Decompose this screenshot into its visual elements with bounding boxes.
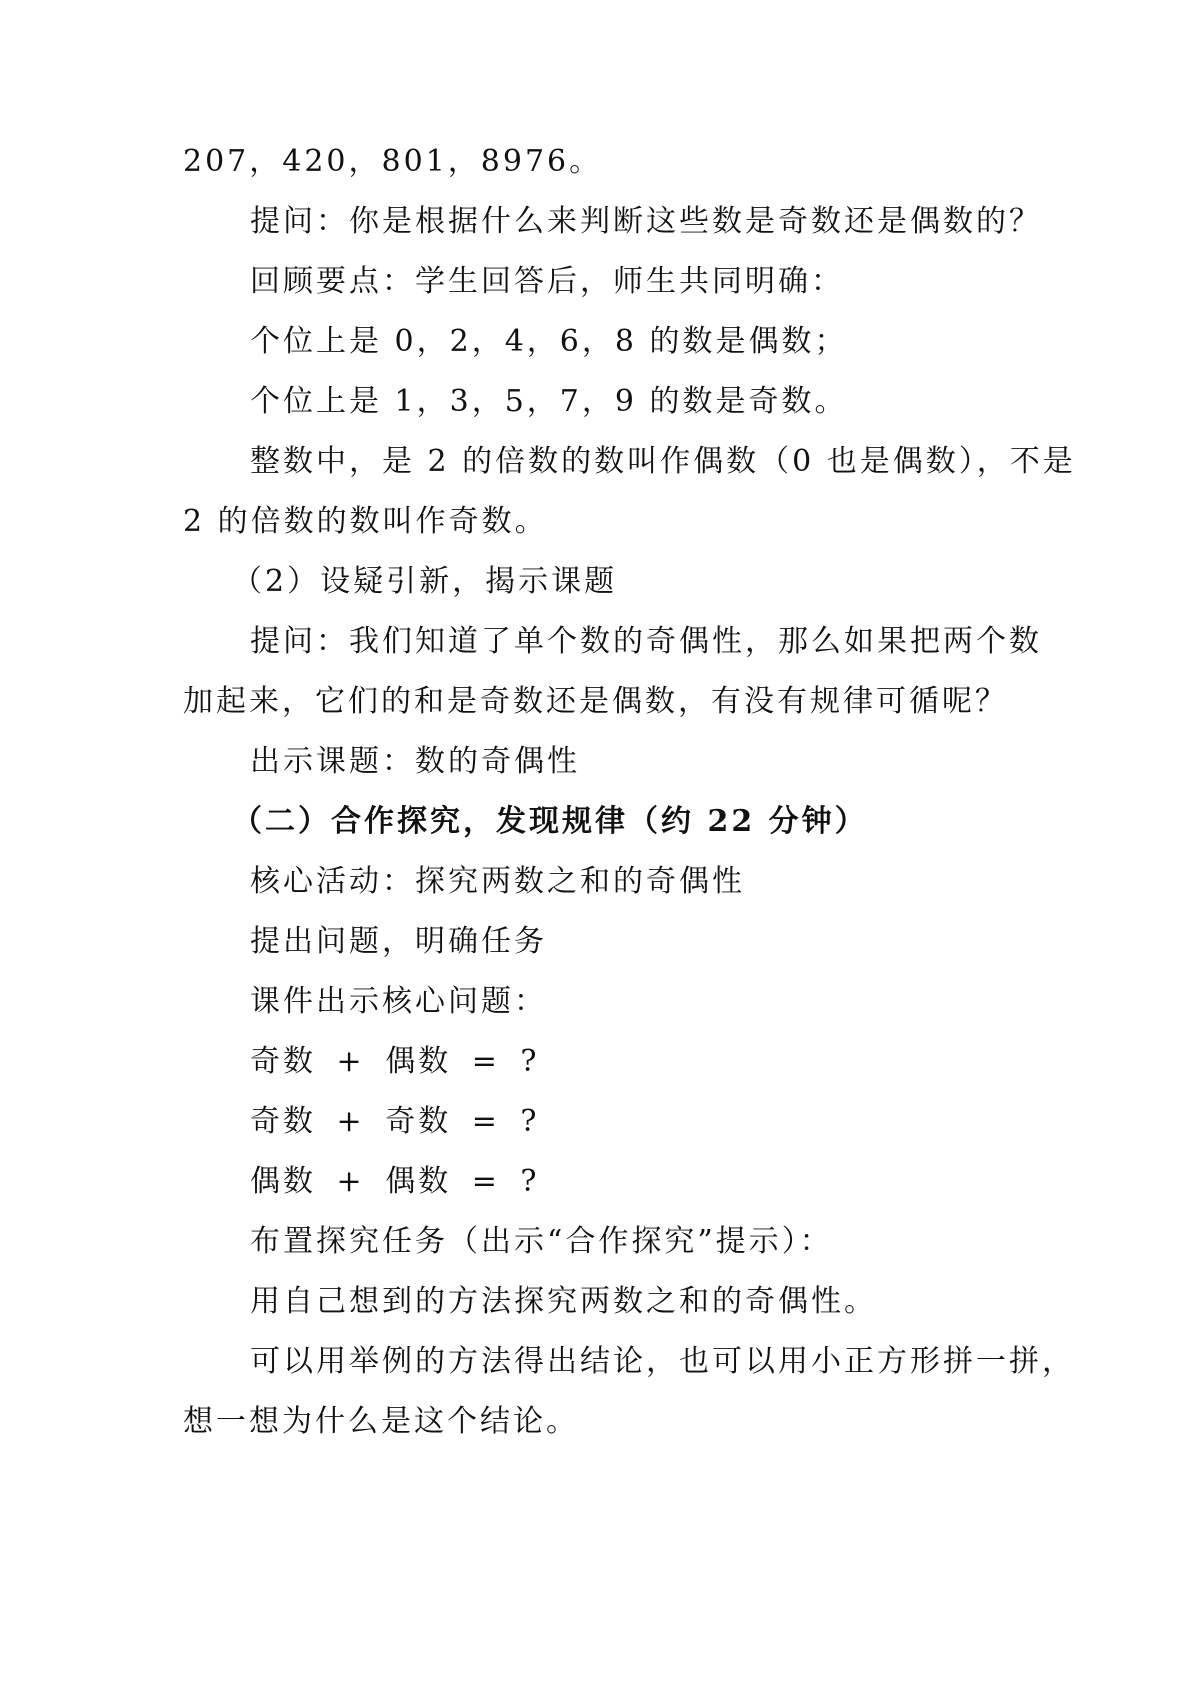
paragraph-line: 加起来，它们的和是奇数还是偶数，有没有规律可循呢？ — [183, 684, 1008, 719]
paragraph-line: 个位上是 0，2，4，6，8 的数是偶数； — [250, 324, 848, 359]
formula-line: 奇数 + 奇数 = ? — [250, 1104, 540, 1139]
section-heading: （二）合作探究，发现规律（约 22 分钟） — [232, 804, 868, 839]
paragraph-line: 回顾要点：学生回答后，师生共同明确： — [250, 264, 844, 299]
paragraph-line: 2 的倍数的数叫作奇数。 — [183, 504, 548, 539]
paragraph-line: 想一想为什么是这个结论。 — [183, 1404, 579, 1439]
paragraph-line: 布置探究任务（出示“合作探究”提示）： — [250, 1224, 833, 1259]
paragraph-line: 课件出示核心问题： — [250, 984, 547, 1019]
paragraph-line: 提问：我们知道了单个数的奇偶性，那么如果把两个数 — [250, 624, 1042, 659]
paragraph-line: 207，420，801，8976。 — [183, 144, 603, 179]
paragraph-line: 出示课题：数的奇偶性 — [250, 744, 580, 779]
formula-line: 奇数 + 偶数 = ? — [250, 1044, 540, 1079]
paragraph-line: 核心活动：探究两数之和的奇偶性 — [250, 864, 745, 899]
paragraph-line: 可以用举例的方法得出结论，也可以用小正方形拼一拼， — [250, 1344, 1075, 1379]
paragraph-line: 提出问题，明确任务 — [250, 924, 547, 959]
paragraph-line: 整数中，是 2 的倍数的数叫作偶数（0 也是偶数），不是 — [250, 444, 1076, 479]
paragraph-line: 个位上是 1，3，5，7，9 的数是奇数。 — [250, 384, 848, 419]
paragraph-line: 提问：你是根据什么来判断这些数是奇数还是偶数的？ — [250, 204, 1042, 239]
formula-line: 偶数 + 偶数 = ? — [250, 1164, 540, 1199]
paragraph-line: 用自己想到的方法探究两数之和的奇偶性。 — [250, 1284, 877, 1319]
section-heading: （2）设疑引新，揭示课题 — [232, 564, 618, 599]
